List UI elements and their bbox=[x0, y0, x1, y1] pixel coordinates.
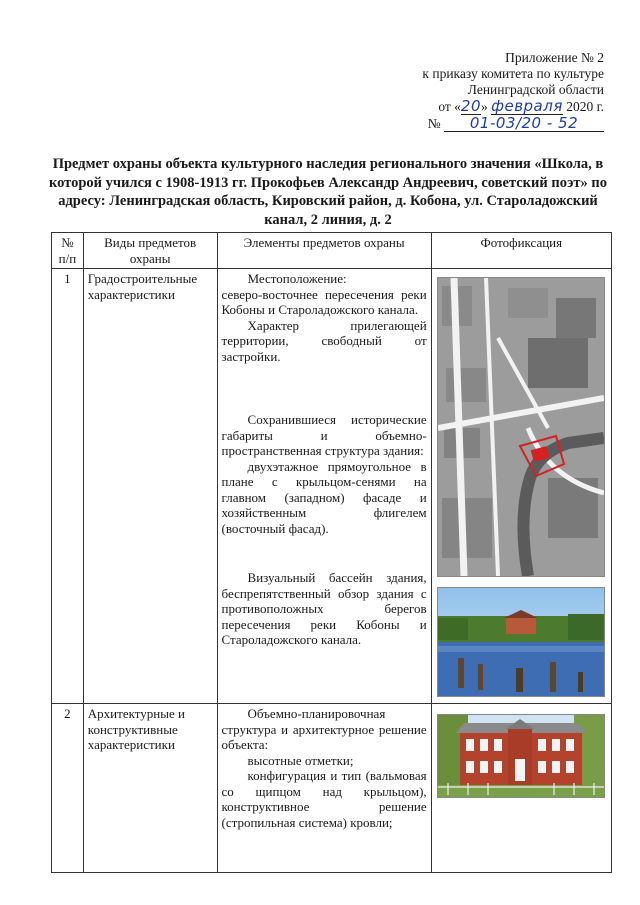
appendix-line-1: Приложение № 2 bbox=[505, 50, 604, 65]
row-photos bbox=[431, 269, 611, 704]
gabarity-title: Сохранившиеся исторические габариты и объемно-пространственная структура здания: bbox=[221, 412, 427, 458]
aerial-map-image bbox=[437, 277, 605, 577]
date-month-handwritten: февраля bbox=[491, 97, 563, 115]
date-year: 2020 г. bbox=[566, 99, 604, 114]
row-elements bbox=[217, 269, 431, 704]
appendix-number bbox=[364, 115, 604, 132]
appendix-header bbox=[364, 50, 604, 132]
row-kind: Градостроительные характеристики bbox=[83, 269, 217, 704]
row-num: 1 bbox=[52, 269, 84, 704]
table-header-row bbox=[52, 233, 612, 269]
heights-text: высотные отметки; bbox=[247, 752, 354, 768]
row-photos bbox=[431, 704, 611, 873]
location-text: северо-восточнее пересечения реки Кобоны и Староладожского канала. bbox=[221, 286, 427, 317]
roof-text: конфигурация и тип (вальмовая со щипцом над крыльцом), конструктивное решение (стропильная система) кровли; bbox=[221, 768, 427, 830]
protection-table bbox=[51, 232, 612, 873]
school-building-image bbox=[437, 714, 605, 798]
document-title: Предмет охраны объекта культурного наследия регионального значения «Школа, в которой учился с 1908-1913 гг. Прокофьев Александр Андреевич, советский поэт» по адресу: Ленинградская область, Кировский район, д. Кобона, ул. Староладожский канал, 2 линия, д. 2 bbox=[48, 156, 608, 228]
number-prefix: № bbox=[427, 116, 441, 131]
header-kinds: Виды предметов охраны bbox=[83, 233, 217, 269]
row-elements bbox=[217, 704, 431, 873]
header-photo: Фотофиксация bbox=[431, 233, 611, 269]
appendix-line-3: Ленинградской области bbox=[467, 82, 604, 97]
row-kind: Архитектурные и конструктивные характеристики bbox=[83, 704, 217, 873]
basin-text: Визуальный бассейн здания, беспрепятственный обзор здания с противоположных берегов пересечения реки Кобоны и Староладожского канала. bbox=[221, 570, 427, 647]
date-day-handwritten: 20 bbox=[460, 97, 482, 115]
date-prefix: от « bbox=[438, 99, 461, 114]
table-row bbox=[52, 269, 612, 704]
date-mid: » bbox=[481, 99, 488, 114]
river-view-image bbox=[437, 587, 605, 697]
gabarity-text: двухэтажное прямоугольное в плане с крыльцом-сенями на главном (западном) фасаде и хозяйственным флигелем (восточный фасад). bbox=[221, 458, 427, 536]
number-handwritten: 01-03/20 - 52 bbox=[444, 115, 604, 132]
header-elements: Элементы предметов охраны bbox=[217, 233, 431, 269]
structure-title: Объемно-планировочная структура и архитектурное решение объекта: bbox=[221, 706, 427, 752]
appendix-line-2: к приказу комитета по культуре bbox=[422, 66, 604, 81]
territory-text: Характер прилегающей территории, свободный от застройки. bbox=[221, 317, 427, 364]
header-num: № п/п bbox=[52, 233, 84, 269]
appendix-date bbox=[364, 98, 604, 115]
table-row bbox=[52, 704, 612, 873]
location-title: Местоположение: bbox=[247, 271, 347, 286]
row-num: 2 bbox=[52, 704, 84, 873]
